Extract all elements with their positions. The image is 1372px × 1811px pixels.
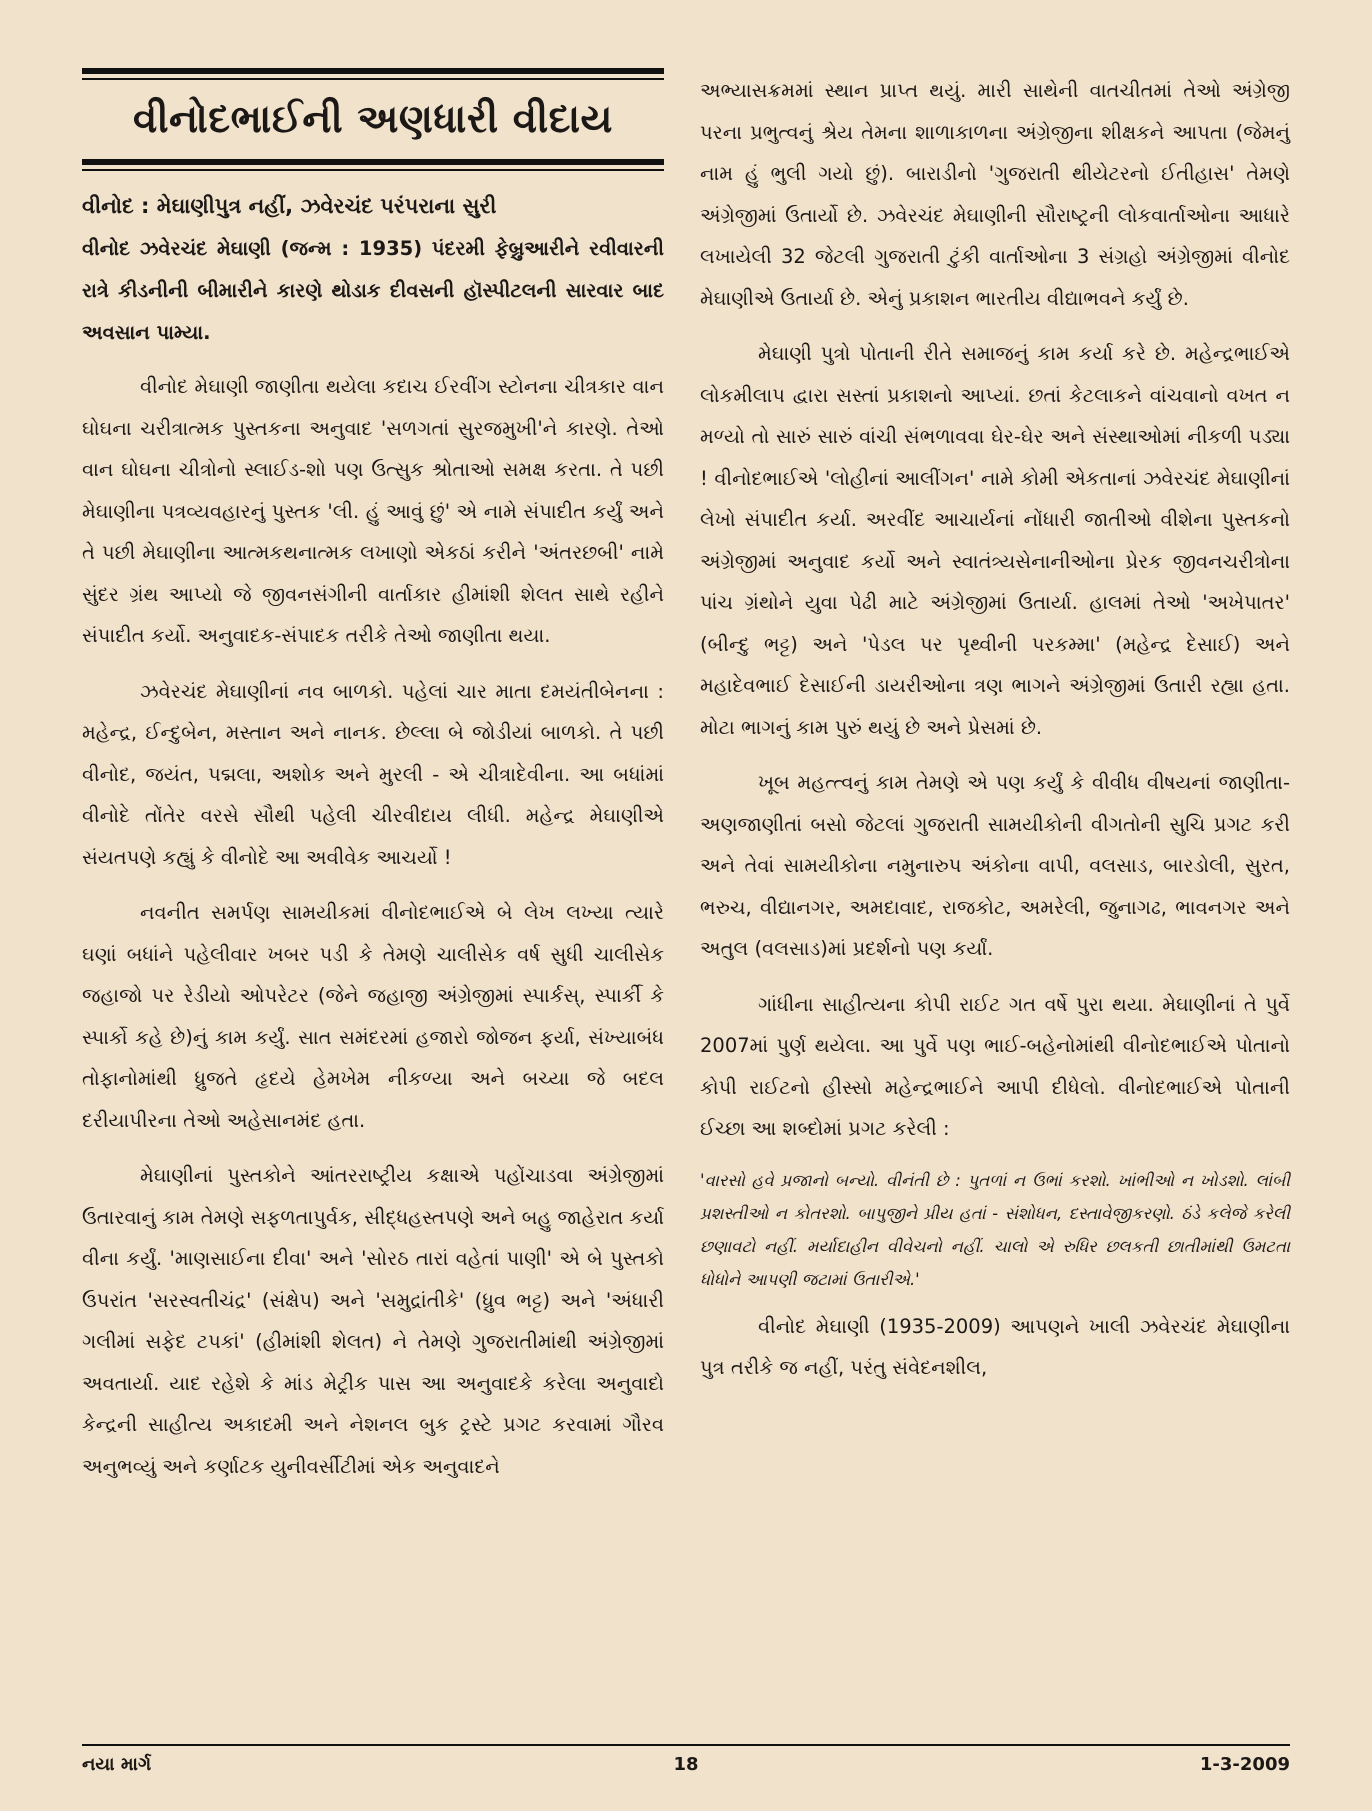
headline-rule-bottom-thin	[82, 169, 664, 171]
headline-rule-bottom	[82, 159, 664, 165]
paragraph-left-1: વીનોદ મેઘાણી જાણીતા થયેલા કદાચ ઈરવીંગ સ્ટોનના ચીત્રકાર વાન ઘોઘના ચરીત્રાત્મક પુસ્તકના અનુવાદ 'સળગતાં સુરજમુખી'ને કારણે. તેઓ વાન ઘોઘના ચીત્રોનો સ્લાઈડ-શો પણ ઉત્સુક શ્રોતાઓ સમક્ષ કરતા. તે પછી મેઘાણીના પત્રવ્યવહારનું પુસ્તક 'લી. હું આવું છું' એ નામે સંપાદીત કર્યું અને તે પછી મેઘાણીના આત્મકથનાત્મક લખાણો એકઠાં કરીને 'અંતરછબી' નામે સુંદર ગ્રંથ આપ્યો જે જીવનસંગીની વાર્તાકાર હીમાંશી શેલત સાથે રહીને સંપાદીત કર્યો. અનુવાદક-સંપાદક તરીકે તેઓ જાણીતા થયા.	[82, 375, 664, 648]
right-column	[700, 70, 1290, 1403]
page-footer	[82, 1744, 1290, 1778]
article-subhead: વીનોદ : મેઘાણીપુત્ર નહીં, ઝવેરચંદ પરંપરાના સુરી	[82, 193, 497, 218]
article-lead: વીનોદ ઝવેરચંદ મેઘાણી (જન્મ : 1935) પંદરમી ફેબ્રુઆરીને રવીવારની રાત્રે કીડનીની બીમારીને કારણે થોડાક દીવસની હૉસ્પીટલની સારવાર બાદ અવસાન પામ્યા.	[82, 237, 664, 345]
footer-page-number: 18	[673, 1754, 699, 1775]
footer-date: 1-3-2009	[1199, 1754, 1290, 1775]
headline-rule-top-thin	[82, 78, 664, 80]
headline-rule-top	[82, 68, 664, 74]
article-headline: વીનોદભાઈની અણધારી વીદાય	[133, 97, 613, 142]
paragraph-closing: વીનોદ મેઘાણી (1935-2009) આપણને ખાલી ઝવેરચંદ મેઘાણીના પુત્ર તરીકે જ નહીં, પરંતુ સંવેદનશીલ,	[700, 1314, 1290, 1379]
footer-publication: નયા માર્ગ	[82, 1754, 152, 1775]
paragraph-left-2: ઝવેરચંદ મેઘાણીનાં નવ બાળકો. પહેલાં ચાર માતા દમયંતીબેનના : મહેન્દ્ર, ઈન્દુબેન, મસ્તાન અને નાનક. છેલ્લા બે જોડીયાં બાળકો. તે પછી વીનોદ, જયંત, પદ્મલા, અશોક અને મુરલી - એ ચીત્રાદેવીના. આ બધાંમાં વીનોદે તોંતેર વરસે સૌથી પહેલી ચીરવીદાય લીધી. મહેન્દ્ર મેઘાણીએ સંયતપણે કહ્યું કે વીનોદે આ અવીવેક આચર્યો !	[82, 679, 664, 869]
paragraph-left-3: નવનીત સમર્પણ સામયીકમાં વીનોદભાઈએ બે લેખ લખ્યા ત્યારે ઘણાં બધાંને પહેલીવાર ખબર પડી કે તેમણે ચાલીસેક વર્ષ સુધી ચાલીસેક જહાજો પર રેડીયો ઓપરેટર (જેને જહાજી અંગ્રેજીમાં સ્પાર્કસ્, સ્પાર્કી કે સ્પાર્કો કહે છે)નું કામ કર્યું. સાત સમંદરમાં હજારો જોજન ફર્યા, સંખ્યાબંધ તોફાનોમાંથી ધ્રુજતે હૃદયે હેમખેમ નીકળ્યા અને બચ્યા જે બદલ દરીયાપીરના તેઓ અહેસાનમંદ હતા.	[82, 901, 664, 1132]
paragraph-right-2: ખૂબ મહત્ત્વનું કામ તેમણે એ પણ કર્યું કે વીવીધ વીષયનાં જાણીતા-અણજાણીતાં બસો જેટલાં ગુજરાતી સામયીકોની વીગતોની સુચિ પ્રગટ કરી અને તેવાં સામયીકોના નમુનારુપ અંકોના વાપી, વલસાડ, બારડોલી, સુરત, ભરુચ, વીદ્યાનગર, અમદાવાદ, રાજકોટ, અમરેલી, જુનાગઢ, ભાવનગર અને અતુલ (વલસાડ)માં પ્રદર્શનો પણ કર્યાં.	[700, 771, 1290, 960]
quote-block: 'વારસો હવે પ્રજાનો બન્યો. વીનંતી છે : પુતળાં ન ઉભાં કરશો. ખાંભીઓ ન ખોડશો. લાંબી પ્રશસ્તીઓ ન કોતરશો. બાપુજીને પ્રીય હતાં - સંશોધન, દસ્તાવેજીકરણો. ઠંડે કલેજે કરેલી છણાવટો નહીં. મર્યાદાહીન વીવેચનો નહીં. ચાલો એ રુધિર છલકતી છાતીમાંથી ઉમટતા ધોધોને આપણી જટામાં ઉતારીએ.'	[700, 1170, 1290, 1289]
paragraph-right-continuation: અભ્યાસક્રમમાં સ્થાન પ્રાપ્ત થયું. મારી સાથેની વાતચીતમાં તેઓ અંગ્રેજી પરના પ્રભુત્વનું શ્રેય તેમના શાળાકાળના અંગ્રેજીના શીક્ષકને આપતા (જેમનું નામ હું ભુલી ગયો છું). બારાડીનો 'ગુજરાતી થીયેટરનો ઈતીહાસ' તેમણે અંગ્રેજીમાં ઉતાર્યો છે. ઝવેરચંદ મેઘાણીની સૌરાષ્ટ્રની લોકવાર્તાઓના આધારે લખાયેલી 32 જેટલી ગુજરાતી ટુંકી વાર્તાઓના 3 સંગ્રહો અંગ્રેજીમાં વીનોદ મેઘાણીએ ઉતાર્યા છે. એનું પ્રકાશન ભારતીય વીદ્યાભવને કર્યું છે.	[700, 79, 1290, 310]
paragraph-left-4: મેઘાણીનાં પુસ્તકોને આંતરરાષ્ટ્રીય કક્ષાએ પહોંચાડવા અંગ્રેજીમાં ઉતારવાનું કામ તેમણે સફળતાપુર્વક, સીદ્ધહસ્તપણે અને બહુ જાહેરાત કર્યા વીના કર્યું. 'માણસાઈના દીવા' અને 'સોરઠ તારાં વહેતાં પાણી' એ બે પુસ્તકો ઉપરાંત 'સરસ્વતીચંદ્ર' (સંક્ષેપ) અને 'સમુદ્રાંતીકે' (ધ્રુવ ભટ્ટ) અને 'અંધારી ગલીમાં સફેદ ટપકાં' (હીમાંશી શેલત) ને તેમણે ગુજરાતીમાંથી અંગ્રેજીમાં અવતાર્યા. યાદ રહેશે કે માંડ મેટ્રીક પાસ આ અનુવાદકે કરેલા અનુવાદો કેન્દ્રની સાહીત્ય અકાદમી અને નેશનલ બુક ટ્રસ્ટે પ્રગટ કરવામાં ગૌરવ અનુભવ્યું અને કર્ણાટક યુનીવર્સીટીમાં એક અનુવાદને	[82, 1164, 664, 1478]
paragraph-right-1: મેઘાણી પુત્રો પોતાની રીતે સમાજનું કામ કર્યા કરે છે. મહેન્દ્રભાઈએ લોકમીલાપ દ્વારા સસ્તાં પ્રકાશનો આપ્યાં. છતાં કેટલાકને વાંચવાનો વખત ન મળ્યો તો સારું સારું વાંચી સંભળાવવા ઘેર-ઘેર અને સંસ્થાઓમાં નીકળી પડ્યા ! વીનોદભાઈએ 'લોહીનાં આલીંગન' નામે કોમી એકતાનાં ઝવેરચંદ મેઘાણીનાં લેખો સંપાદીત કર્યા. અરવીંદ આચાર્યનાં નોંધારી જાતીઓ વીશેના પુસ્તકનો અંગ્રેજીમાં અનુવાદ કર્યો અને સ્વાતંત્ર્યસેનાનીઓના પ્રેરક જીવનચરીત્રોના પાંચ ગ્રંથોને યુવા પેઢી માટે અંગ્રેજીમાં ઉતાર્યા. હાલમાં તેઓ 'અખેપાતર' (બીન્દુ ભટ્ટ) અને 'પેડલ પર પૃથ્વીની પરકમ્મા' (મહેન્દ્ર દેસાઈ) અને મહાદેવભાઈ દેસાઈની ડાયરીઓના ત્રણ ભાગને અંગ્રેજીમાં ઉતારી રહ્યા હતા. મોટા ભાગનું કામ પુરું થયું છે અને પ્રેસમાં છે.	[700, 342, 1290, 739]
paragraph-right-3: ગાંધીના સાહીત્યના કોપી રાઈટ ગત વર્ષે પુરા થયા. મેઘાણીનાં તે પુર્વે 2007માં પુર્ણ થયેલા. આ પુર્વે પણ ભાઈ-બહેનોમાંથી વીનોદભાઈએ પોતાનો કોપી રાઈટનો હીસ્સો મહેન્દ્રભાઈને આપી દીધેલો. વીનોદભાઈએ પોતાની ઈચ્છા આ શબ્દોમાં પ્રગટ કરેલી :	[700, 992, 1290, 1140]
left-column	[82, 68, 664, 1501]
footer-rule	[82, 1744, 1290, 1746]
